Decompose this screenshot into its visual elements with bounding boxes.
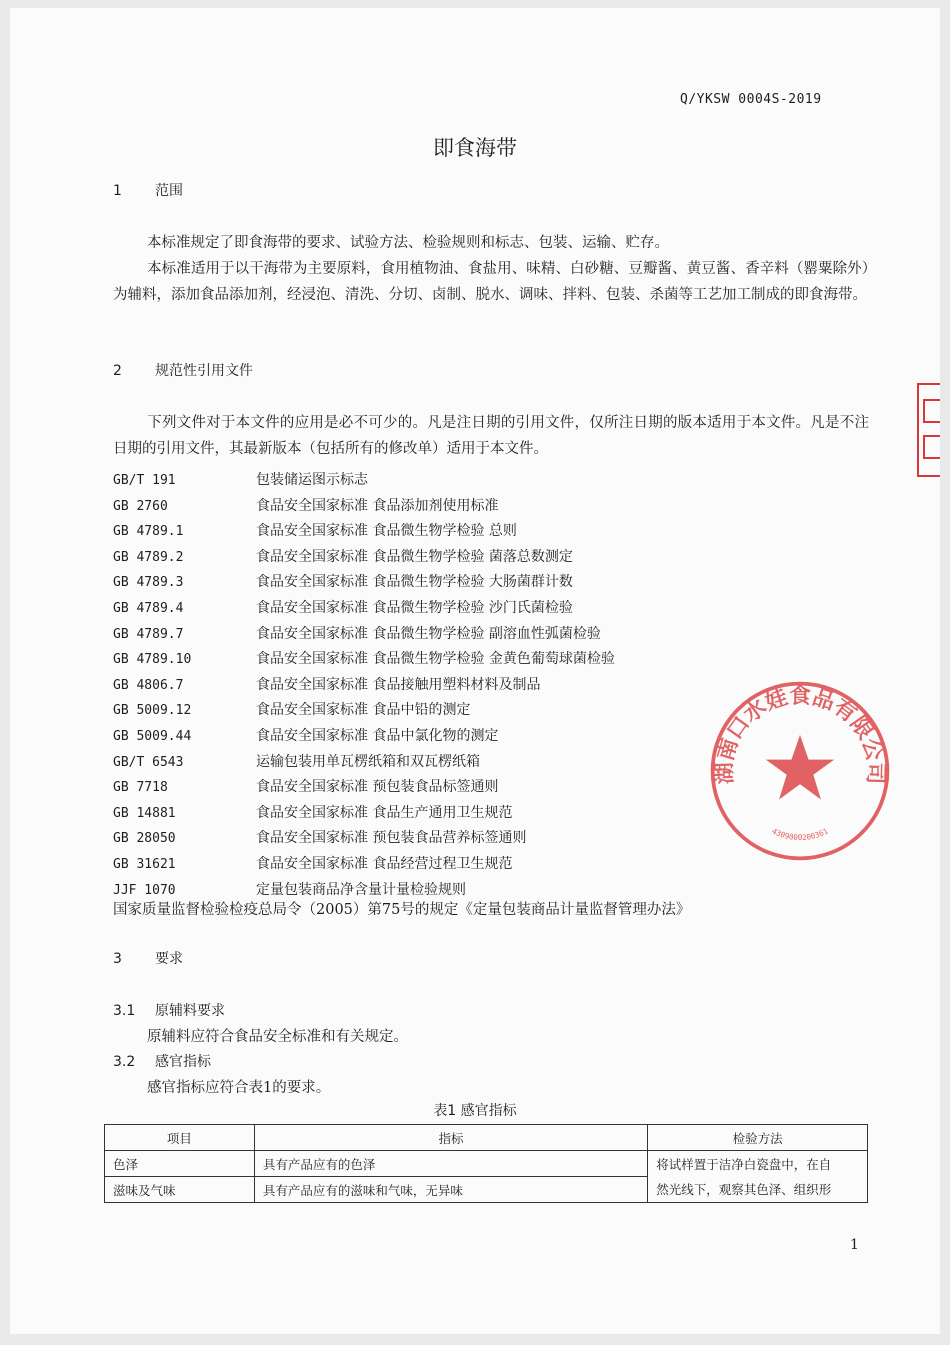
- table-1-caption: 表1 感官指标: [433, 1103, 517, 1119]
- section-2-title: 规范性引用文件: [155, 363, 253, 379]
- reference-title: 食品安全国家标准 食品添加剂使用标准: [256, 497, 499, 514]
- table-cell-item: 滋味及气味: [105, 1177, 255, 1203]
- reference-item: [113, 519, 873, 545]
- reference-title: 食品安全国家标准 食品中铅的测定: [256, 702, 471, 719]
- section-1-title: 范围: [155, 183, 183, 199]
- seal-star-icon: [766, 735, 834, 800]
- reference-last-line: 国家质量监督检验检疫总局令（2005）第75号的规定《定量包装商品计量监督管理办法》: [113, 902, 691, 918]
- table-row: [105, 1151, 868, 1177]
- document-number: Q/YKSW 0004S-2019: [680, 92, 822, 107]
- reference-code: GB 4789.3: [113, 575, 184, 591]
- subsection-3-2-heading: [113, 1051, 211, 1071]
- reference-code: GB 4789.1: [113, 524, 184, 540]
- table-cell-indicator: 具有产品应有的滋味和气味，无异味: [254, 1177, 647, 1203]
- section-2-intro: [113, 410, 869, 462]
- reference-code: GB/T 6543: [113, 754, 184, 770]
- section-1-para-1: [113, 230, 869, 256]
- section-2-heading: [113, 360, 253, 380]
- subsection-3-1-heading: [113, 1000, 225, 1020]
- reference-title: 食品安全国家标准 食品微生物学检验 金黄色葡萄球菌检验: [256, 651, 615, 668]
- reference-item: [113, 468, 873, 494]
- seal-serial: 4309000200361: [770, 826, 830, 843]
- table-header-row: [105, 1125, 868, 1151]
- reference-title: 食品安全国家标准 食品微生物学检验 沙门氏菌检验: [256, 599, 573, 616]
- section-1-para-2-text: 本标准适用于以干海带为主要原料，食用植物油、食盐用、味精、白砂糖、豆瓣酱、黄豆酱、香辛料（罂粟除外）为辅料，添加食品添加剂，经浸泡、清洗、分切、卤制、脱水、调味、拌料、包装、杀菌等工艺加工制成的即食海带。: [113, 261, 869, 303]
- reference-item: [113, 647, 873, 673]
- reference-code: GB 4789.10: [113, 652, 192, 668]
- section-1-heading: [113, 180, 183, 200]
- reference-title: 包装储运图示标志: [256, 472, 368, 488]
- reference-title: 食品安全国家标准 食品微生物学检验 副溶血性弧菌检验: [256, 625, 601, 642]
- reference-title: 食品安全国家标准 食品中氯化物的测定: [256, 727, 499, 744]
- table-header-indicator: 指标: [254, 1125, 647, 1151]
- page-number: 1: [850, 1237, 859, 1253]
- reference-title: 食品安全国家标准 食品接触用塑料材料及制品: [256, 676, 541, 693]
- table-cell-item: 色泽: [105, 1151, 255, 1177]
- reference-item: [113, 596, 873, 622]
- subsection-3-1-text: 原辅料应符合食品安全标准和有关规定。: [147, 1029, 408, 1045]
- table-cell-indicator: 具有产品应有的色泽: [254, 1151, 647, 1177]
- reference-item: [113, 494, 873, 520]
- reference-code: GB 4789.2: [113, 549, 184, 565]
- reference-code: GB 28050: [113, 831, 176, 847]
- reference-code: GB 7718: [113, 780, 168, 796]
- reference-title: 食品安全国家标准 食品微生物学检验 总则: [256, 523, 517, 540]
- subsection-3-1-title: 原辅料要求: [155, 1003, 225, 1019]
- reference-code: GB 4789.7: [113, 626, 184, 642]
- reference-code: GB 4789.4: [113, 600, 184, 616]
- document-title: 即食海带: [433, 136, 517, 160]
- reference-item: [113, 570, 873, 596]
- subsection-3-2-title: 感官指标: [155, 1054, 211, 1070]
- table-1: [104, 1124, 868, 1203]
- reference-title: 食品安全国家标准 预包装食品营养标签通则: [256, 830, 527, 847]
- document-page: [10, 8, 940, 1334]
- section-1-number: 1: [113, 183, 122, 199]
- reference-item: [113, 545, 873, 571]
- reference-code: GB 5009.44: [113, 728, 192, 744]
- seal-company-name: 湖南口水娃食品有限公司: [711, 682, 889, 785]
- reference-code: GB/T 191: [113, 473, 176, 488]
- subsection-3-2-number: 3.2: [113, 1054, 136, 1070]
- partial-side-seal: [908, 380, 940, 480]
- section-1-para-2: [113, 256, 869, 308]
- reference-code: GB 14881: [113, 805, 176, 821]
- reference-code: JJF 1070: [113, 882, 176, 898]
- reference-title: 食品安全国家标准 食品经营过程卫生规范: [256, 855, 513, 872]
- reference-code: GB 31621: [113, 856, 176, 872]
- reference-title: 食品安全国家标准 食品生产通用卫生规范: [256, 804, 513, 821]
- subsection-3-1-number: 3.1: [113, 1003, 136, 1019]
- company-seal: [705, 676, 895, 866]
- reference-title: 运输包装用单瓦楞纸箱和双瓦楞纸箱: [256, 753, 480, 770]
- reference-code: GB 4806.7: [113, 677, 184, 693]
- reference-title: 食品安全国家标准 预包装食品标签通则: [256, 779, 499, 796]
- section-1-para-1-text: 本标准规定了即食海带的要求、试验方法、检验规则和标志、包装、运输、贮存。: [147, 235, 669, 251]
- table-cell-method-line-1: 将试样置于洁净白瓷盘中，在自: [656, 1156, 832, 1172]
- reference-item: [113, 622, 873, 648]
- table-cell-method: [648, 1151, 868, 1203]
- table-header-method: 检验方法: [648, 1125, 868, 1151]
- table-cell-method-line-2: 然光线下，观察其色泽、组织形: [656, 1181, 832, 1197]
- reference-code: GB 2760: [113, 498, 168, 514]
- section-3-title: 要求: [155, 951, 183, 967]
- reference-title: 食品安全国家标准 食品微生物学检验 菌落总数测定: [256, 548, 573, 565]
- section-3-heading: [113, 948, 183, 968]
- section-3-number: 3: [113, 951, 122, 967]
- reference-code: GB 5009.12: [113, 703, 192, 719]
- reference-title: 定量包装商品净含量计量检验规则: [256, 881, 466, 898]
- table-header-item: 项目: [105, 1125, 255, 1151]
- subsection-3-2-text: 感官指标应符合表1的要求。: [147, 1080, 331, 1096]
- reference-title: 食品安全国家标准 食品微生物学检验 大肠菌群计数: [256, 574, 573, 591]
- section-2-intro-text: 下列文件对于本文件的应用是必不可少的。凡是注日期的引用文件，仅所注日期的版本适用于本文件。凡是不注日期的引用文件，其最新版本（包括所有的修改单）适用于本文件。: [113, 415, 869, 457]
- section-2-number: 2: [113, 363, 122, 379]
